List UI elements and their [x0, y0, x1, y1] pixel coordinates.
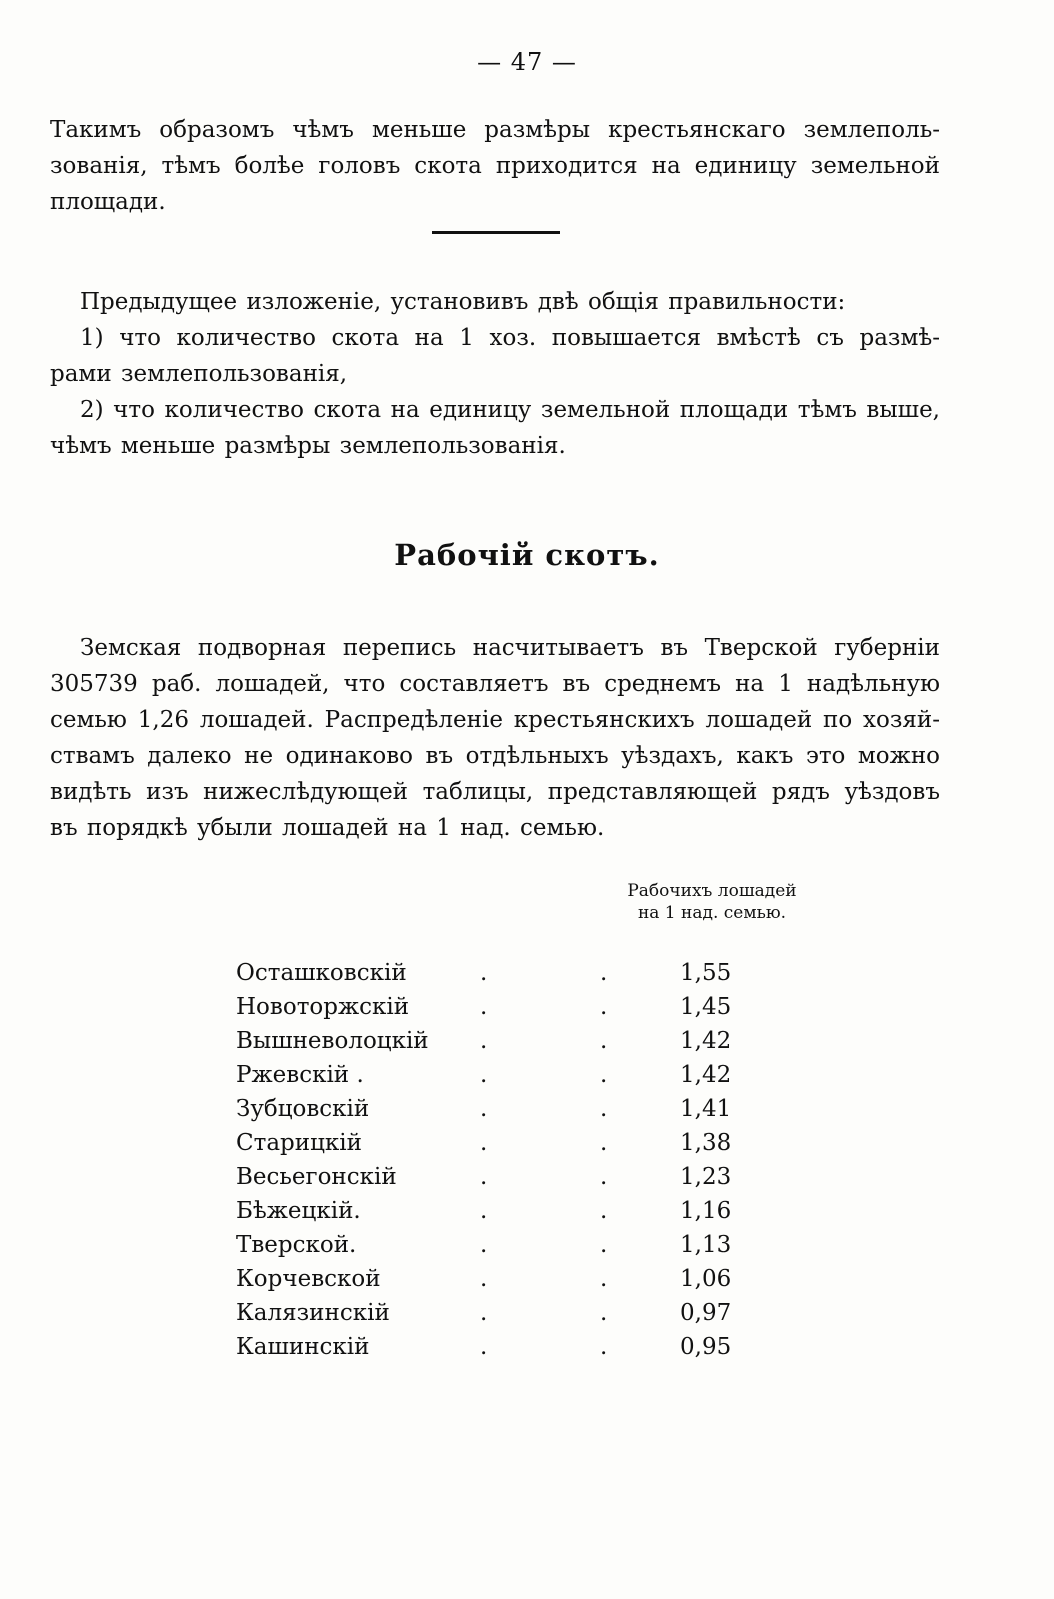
- table-row: [236, 1296, 756, 1330]
- leader-dot: .: [600, 1232, 608, 1258]
- horse-count: 0,95: [680, 1334, 732, 1360]
- text-line: въ порядкѣ убыли лошадей на 1 над. семью.: [50, 815, 605, 841]
- leader-dot: .: [480, 1130, 488, 1156]
- table-row: [236, 990, 756, 1024]
- paragraph-summary: [50, 284, 940, 464]
- leader-dot: .: [480, 1334, 488, 1360]
- leader-dot: .: [480, 1164, 488, 1190]
- district-name: Калязинскій: [236, 1300, 390, 1326]
- table-row: [236, 956, 756, 990]
- horse-count: 1,23: [680, 1164, 732, 1190]
- leader-dot: .: [480, 1232, 488, 1258]
- horse-count: 1,42: [680, 1028, 732, 1054]
- text-line: 1) что количество скота на 1 хоз. повышается вмѣстѣ съ размѣ-: [80, 325, 940, 351]
- leader-dot: .: [480, 1062, 488, 1088]
- table-row: [236, 1262, 756, 1296]
- text-line: 305739 раб. лошадей, что составляетъ въ среднемъ на 1 надѣльную: [50, 671, 940, 697]
- section-heading: Рабочій скотъ.: [394, 538, 660, 572]
- table-row: [236, 1228, 756, 1262]
- horses-per-family-table: [236, 956, 756, 1364]
- paragraph-census: [50, 630, 940, 846]
- district-name: Корчевской: [236, 1266, 381, 1292]
- leader-dot: .: [480, 1300, 488, 1326]
- horse-count: 0,97: [680, 1300, 732, 1326]
- leader-dot: .: [480, 1096, 488, 1122]
- horse-count: 1,06: [680, 1266, 732, 1292]
- table-row: [236, 1160, 756, 1194]
- header-line: на 1 над. семью.: [637, 903, 787, 923]
- text-line: ствамъ далеко не одинаково въ отдѣльныхъ уѣздахъ, какъ это можно: [50, 743, 940, 769]
- table-row: [236, 1092, 756, 1126]
- leader-dot: .: [600, 960, 608, 986]
- leader-dot: .: [480, 1198, 488, 1224]
- district-name: Зубцовскій: [236, 1096, 370, 1122]
- text-line: Земская подворная перепись насчитываетъ въ Тверской губерніи: [80, 635, 940, 661]
- district-name: Бѣжецкій.: [236, 1198, 361, 1224]
- text-line: семью 1,26 лошадей. Распредѣленіе крестьянскихъ лошадей по хозяй-: [50, 707, 940, 733]
- district-name: Вышневолоцкій: [236, 1028, 429, 1054]
- horse-count: 1,13: [680, 1232, 732, 1258]
- leader-dot: .: [600, 1266, 608, 1292]
- horse-count: 1,41: [680, 1096, 732, 1122]
- section-divider: [432, 231, 560, 234]
- text-line: видѣть изъ нижеслѣдующей таблицы, представляющей рядъ уѣздовъ: [50, 779, 940, 805]
- text-line: Такимъ образомъ чѣмъ меньше размѣры крестьянскаго землеполь-: [50, 117, 940, 143]
- text-line: зованія, тѣмъ болѣе головъ скота приходится на единицу земельной: [50, 153, 940, 179]
- table-row: [236, 1024, 756, 1058]
- district-name: Старицкій: [236, 1130, 362, 1156]
- leader-dot: .: [600, 1300, 608, 1326]
- table-row: [236, 1194, 756, 1228]
- leader-dot: .: [600, 1164, 608, 1190]
- header-line: Рабочихъ лошадей: [627, 881, 797, 901]
- text-line: чѣмъ меньше размѣры землепользованія.: [50, 433, 566, 459]
- table-row: [236, 1126, 756, 1160]
- text-line: 2) что количество скота на единицу земельной площади тѣмъ выше,: [80, 397, 940, 423]
- leader-dot: .: [600, 1096, 608, 1122]
- horse-count: 1,55: [680, 960, 732, 986]
- leader-dot: .: [600, 994, 608, 1020]
- table-row: [236, 1330, 756, 1364]
- leader-dot: .: [480, 1266, 488, 1292]
- leader-dot: .: [600, 1062, 608, 1088]
- leader-dot: .: [600, 1198, 608, 1224]
- paragraph-conclusion: [50, 112, 940, 220]
- horse-count: 1,45: [680, 994, 732, 1020]
- horse-count: 1,42: [680, 1062, 732, 1088]
- table-column-header: [612, 880, 812, 924]
- text-line: площади.: [50, 189, 166, 215]
- district-name: Кашинскій: [236, 1334, 370, 1360]
- horse-count: 1,38: [680, 1130, 732, 1156]
- district-name: Ржевскій .: [236, 1062, 364, 1088]
- district-name: Весьегонскій: [236, 1164, 397, 1190]
- text-line: Предыдущее изложеніе, установивъ двѣ общія правильности:: [80, 289, 846, 315]
- table-row: [236, 1058, 756, 1092]
- horse-count: 1,16: [680, 1198, 732, 1224]
- leader-dot: .: [600, 1334, 608, 1360]
- page-number: — 47 —: [477, 48, 577, 76]
- leader-dot: .: [480, 960, 488, 986]
- text-line: рами землепользованія,: [50, 361, 348, 387]
- leader-dot: .: [480, 994, 488, 1020]
- leader-dot: .: [600, 1028, 608, 1054]
- leader-dot: .: [480, 1028, 488, 1054]
- leader-dot: .: [600, 1130, 608, 1156]
- district-name: Осташковскій: [236, 960, 407, 986]
- district-name: Тверской.: [236, 1232, 357, 1258]
- district-name: Новоторжскій: [236, 994, 410, 1020]
